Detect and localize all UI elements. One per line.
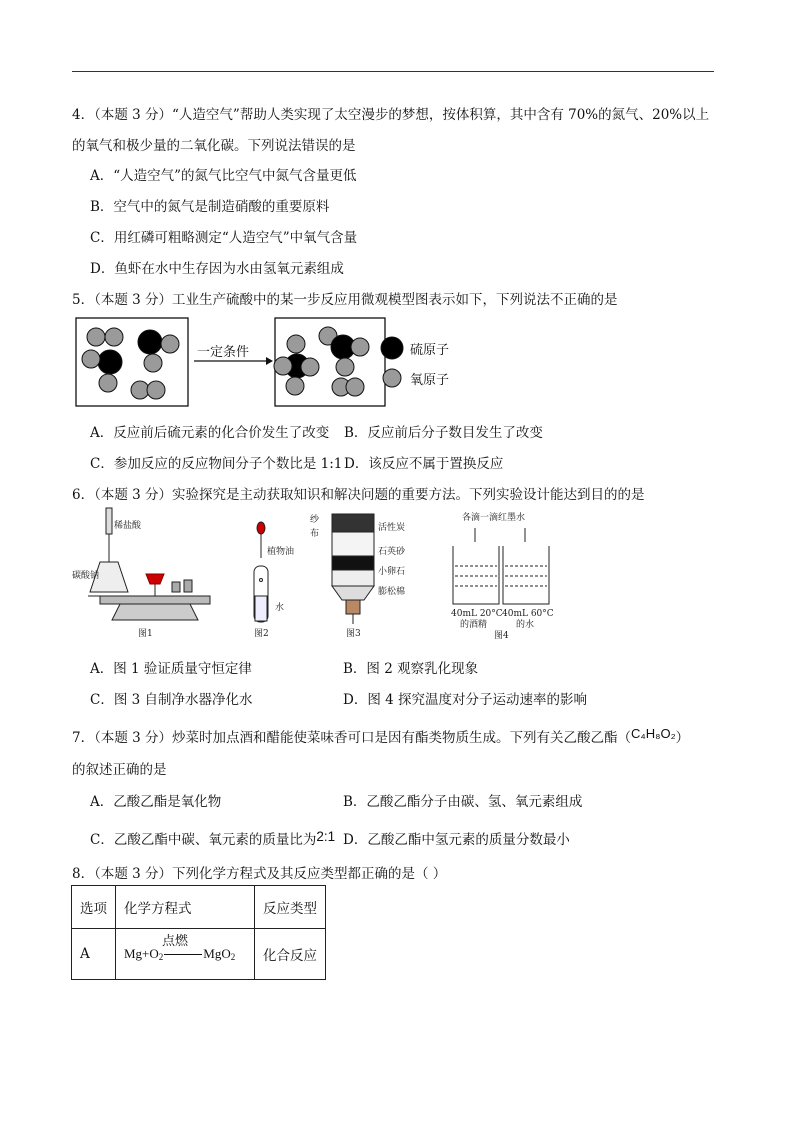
header-option: 选项 — [72, 886, 116, 929]
row-equation — [116, 929, 255, 980]
q5-option-b: B．反应前后分子数目发生了改变 — [344, 425, 543, 441]
q5-option-a: A．反应前后硫元素的化合价发生了改变 — [90, 425, 330, 441]
equation-right: MgO — [203, 946, 231, 961]
q4-option-d: D．鱼虾在水中生存因为水由氢氧元素组成 — [90, 261, 344, 277]
figure-2 — [254, 522, 268, 622]
equation-condition: 点燃 — [162, 934, 189, 949]
header-equation: 化学方程式 — [116, 886, 255, 929]
q6-option-d: D．图 4 探究温度对分子运动速率的影响 — [343, 692, 587, 708]
q4-option-a: A．“人造空气”的氮气比空气中氮气含量更低 — [90, 168, 357, 184]
q5-stem: 5．（本题 3 分）工业生产硫酸中的某一步反应用微观模型图表示如下，下列说法不正确的是 — [72, 292, 618, 308]
q5-reaction-model — [70, 314, 490, 410]
fig4-caption: 图4 — [494, 631, 509, 641]
fig3-caption: 图3 — [346, 629, 361, 639]
q7-stem-line1 — [72, 726, 689, 746]
q4-option-b: B．空气中的氮气是制造硝酸的重要原料 — [90, 199, 330, 215]
q7-stem-line2: 的叙述正确的是 — [72, 762, 167, 778]
q7-stem-text: 7．（本题 3 分）炒菜时加点酒和醋能使菜味香可口是因有酯类物质生成。下列有关乙酸乙酯（ — [72, 730, 632, 746]
figure-4 — [453, 528, 549, 604]
table-header-row — [72, 886, 326, 929]
legend-sulfur: 硫原子 — [410, 343, 450, 358]
q6-stem: 6．（本题 3 分）实验探究是主动获取知识和解决问题的重要方法。下列实验设计能达到目的的是 — [72, 487, 645, 503]
q6-option-b: B．图 2 观察乳化现象 — [343, 661, 479, 677]
fig3-carbon-label: 活性炭 — [378, 523, 406, 533]
q7-close-paren: ） — [675, 730, 690, 746]
q7-formula: C₄H₈O₂ — [631, 726, 676, 741]
fig2-water-label: 水 — [275, 603, 285, 613]
fig1-acid-label: 稀盐酸 — [114, 521, 142, 531]
q6-figures — [70, 506, 590, 644]
q7-option-b: B．乙酸乙酯分子由碳、氢、氧元素组成 — [343, 794, 583, 810]
fig4-right-label-2: 的水 — [516, 620, 535, 630]
fig2-oil-label: 植物油 — [267, 547, 295, 557]
fig3-cotton-label: 膨松棉 — [378, 587, 406, 597]
q4-option-c: C．用红磷可粗略测定“人造空气”中氧气含量 — [90, 230, 358, 246]
row-type: 化合反应 — [255, 929, 326, 980]
row-option: A — [72, 929, 116, 980]
fig3-gauze-label-1: 纱 — [310, 515, 320, 525]
equation-left-sub: 2 — [158, 952, 164, 962]
legend-oxygen: 氧原子 — [410, 373, 450, 388]
q7-option-a: A．乙酸乙酯是氧化物 — [90, 794, 222, 810]
oxygen-atom-icon — [383, 369, 401, 387]
fig4-left-label-2: 的酒精 — [460, 620, 488, 630]
fig1-carbonate-label: 碳酸钠 — [72, 571, 100, 581]
equation-left: Mg+O — [124, 946, 159, 961]
q8-stem: 8．（本题 3 分）下列化学方程式及其反应类型都正确的是（ ） — [72, 866, 447, 882]
q6-option-c: C．图 3 自制净水器净化水 — [90, 692, 253, 708]
fig2-caption: 图2 — [254, 629, 269, 639]
q4-stem-line2: 的氧气和极少量的二氧化碳。下列说法错误的是 — [72, 138, 356, 154]
q7-option-c-ratio: 2:1 — [316, 829, 336, 844]
header-type: 反应类型 — [255, 886, 326, 929]
q6-option-a: A．图 1 验证质量守恒定律 — [90, 661, 252, 677]
q7-option-c — [90, 828, 335, 848]
q5-option-c: C．参加反应的反应物间分子个数比是 1:1 — [90, 456, 343, 472]
table-row — [72, 929, 326, 980]
sulfur-atom-icon — [381, 337, 403, 359]
q7-option-c-text: C．乙酸乙酯中碳、氧元素的质量比为 — [90, 832, 317, 848]
equation-right-sub: 2 — [230, 952, 236, 962]
figure-3 — [332, 514, 374, 624]
q4-stem-line1: 4．（本题 3 分）“人造空气”帮助人类实现了太空漫步的梦想，按体积算，其中含有 70%的氮气、20%以上 — [72, 107, 710, 123]
q5-option-d: D．该反应不属于置换反应 — [344, 456, 504, 472]
fig3-gauze-label-2: 布 — [310, 529, 320, 539]
fig1-caption: 图1 — [138, 629, 153, 639]
reaction-condition: 一定条件 — [197, 345, 250, 360]
fig3-sand-label: 石英砂 — [378, 547, 406, 557]
chemical-equation — [124, 934, 236, 962]
q7-option-d: D．乙酸乙酯中氢元素的质量分数最小 — [343, 832, 570, 848]
figure-1 — [88, 508, 210, 620]
fig4-left-label-1: 40mL 20°C — [451, 609, 503, 619]
fig4-top-label: 各滴一滴红墨水 — [462, 513, 526, 523]
header-rule — [72, 71, 714, 72]
fig4-right-label-1: 40mL 60°C — [502, 609, 554, 619]
q8-table — [71, 885, 326, 980]
fig3-pebble-label: 小卵石 — [378, 567, 406, 577]
